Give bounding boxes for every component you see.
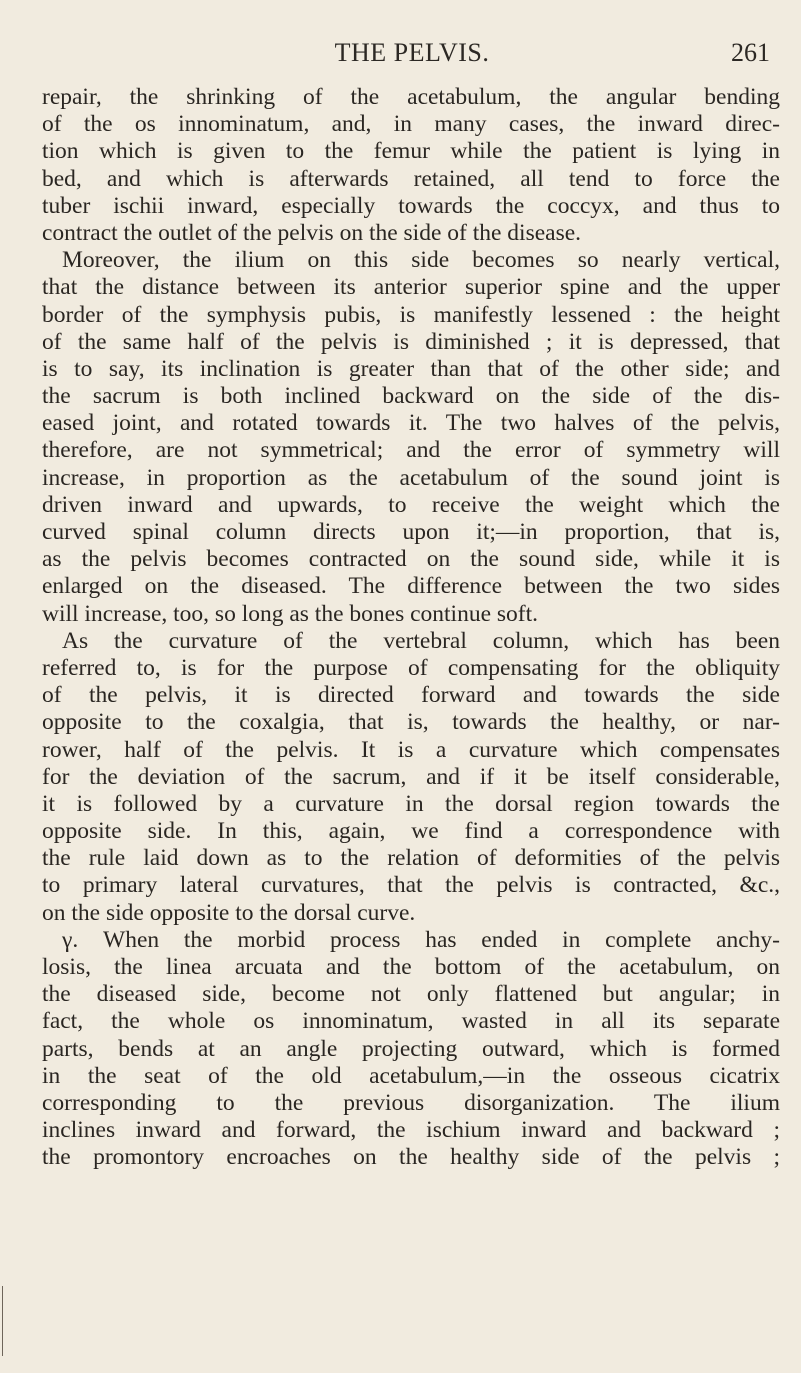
text-line: of the same half of the pelvis is diminished ; it is depressed, that bbox=[42, 328, 780, 355]
text-line: the promontory encroaches on the healthy side of the pelvis ; bbox=[42, 1144, 780, 1171]
text-line: repair, the shrinking of the acetabulum, the angular bending bbox=[42, 84, 780, 110]
text-line: the diseased side, become not only flattened but angular; in bbox=[42, 981, 780, 1008]
text-line: γ. When the morbid process has ended in complete anchy- bbox=[62, 926, 780, 953]
page-number: 261 bbox=[731, 38, 770, 67]
text-line: referred to, is for the purpose of compensating for the obliquity bbox=[42, 654, 780, 681]
text-line: Moreover, the ilium on this side becomes so nearly vertical, bbox=[62, 247, 780, 274]
text-line: contract the outlet of the pelvis on the side of the disease. bbox=[42, 219, 582, 246]
text-line: curved spinal column directs upon it;—in proportion, that is, bbox=[42, 519, 780, 545]
text-line: on the side opposite to the dorsal curve. bbox=[42, 899, 416, 926]
text-line: losis, the linea arcuata and the bottom of the acetabulum, on bbox=[42, 954, 780, 980]
text-line: as the pelvis becomes contracted on the sound side, while it is bbox=[42, 546, 780, 573]
text-line: is to say, its inclination is greater than that of the other side; and bbox=[42, 355, 780, 382]
text-line: bed, and which is afterwards retained, all tend to force the bbox=[42, 165, 780, 192]
text-line: opposite to the coxalgia, that is, towards the healthy, or nar- bbox=[42, 709, 780, 736]
text-line: eased joint, and rotated towards it. The two halves of the pelvis, bbox=[42, 410, 780, 437]
text-line: parts, bends at an angle projecting outward, which is formed bbox=[42, 1035, 780, 1062]
text-line: increase, in proportion as the acetabulum of the sound joint is bbox=[42, 464, 780, 491]
text-line: therefore, are not symmetrical; and the error of symmetry will bbox=[42, 437, 780, 464]
text-line: As the curvature of the vertebral column, which has been bbox=[62, 627, 780, 654]
text-line: corresponding to the previous disorganization. The ilium bbox=[42, 1089, 780, 1116]
text-line: rower, half of the pelvis. It is a curvature which compensates bbox=[42, 736, 780, 763]
text-line: tuber ischii inward, especially towards the coccyx, and thus to bbox=[42, 192, 780, 219]
text-line: for the deviation of the sacrum, and if it be itself considerable, bbox=[42, 763, 780, 790]
text-line: inclines inward and forward, the ischium inward and backward ; bbox=[42, 1117, 780, 1144]
text-line: the rule laid down as to the relation of deformities of the pelvis bbox=[42, 845, 780, 872]
text-line: of the os innominatum, and, in many cases, the inward direc- bbox=[42, 111, 780, 138]
text-line: that the distance between its anterior superior spine and the upper bbox=[42, 274, 780, 301]
text-line: opposite side. In this, again, we find a correspondence with bbox=[42, 818, 780, 845]
running-title: THE PELVIS. bbox=[334, 38, 490, 67]
page-edge-mark bbox=[2, 1286, 3, 1356]
text-line: to primary lateral curvatures, that the pelvis is contracted, &c., bbox=[42, 872, 780, 899]
text-line: fact, the whole os innominatum, wasted in all its separate bbox=[42, 1008, 780, 1035]
body-text bbox=[42, 84, 780, 1172]
text-line: tion which is given to the femur while the patient is lying in bbox=[42, 138, 780, 165]
text-line: it is followed by a curvature in the dorsal region towards the bbox=[42, 790, 780, 817]
text-line: enlarged on the diseased. The difference between the two sides bbox=[42, 573, 780, 600]
text-line: driven inward and upwards, to receive the weight which the bbox=[42, 491, 780, 518]
text-line: will increase, too, so long as the bones continue soft. bbox=[42, 600, 539, 627]
text-line: the sacrum is both inclined backward on the side of the dis- bbox=[42, 383, 780, 410]
text-line: of the pelvis, it is directed forward and towards the side bbox=[42, 682, 780, 709]
text-line: border of the symphysis pubis, is manifestly lessened : the height bbox=[42, 301, 780, 328]
text-line: in the seat of the old acetabulum,—in the osseous cicatrix bbox=[42, 1062, 780, 1089]
running-head bbox=[42, 38, 782, 70]
